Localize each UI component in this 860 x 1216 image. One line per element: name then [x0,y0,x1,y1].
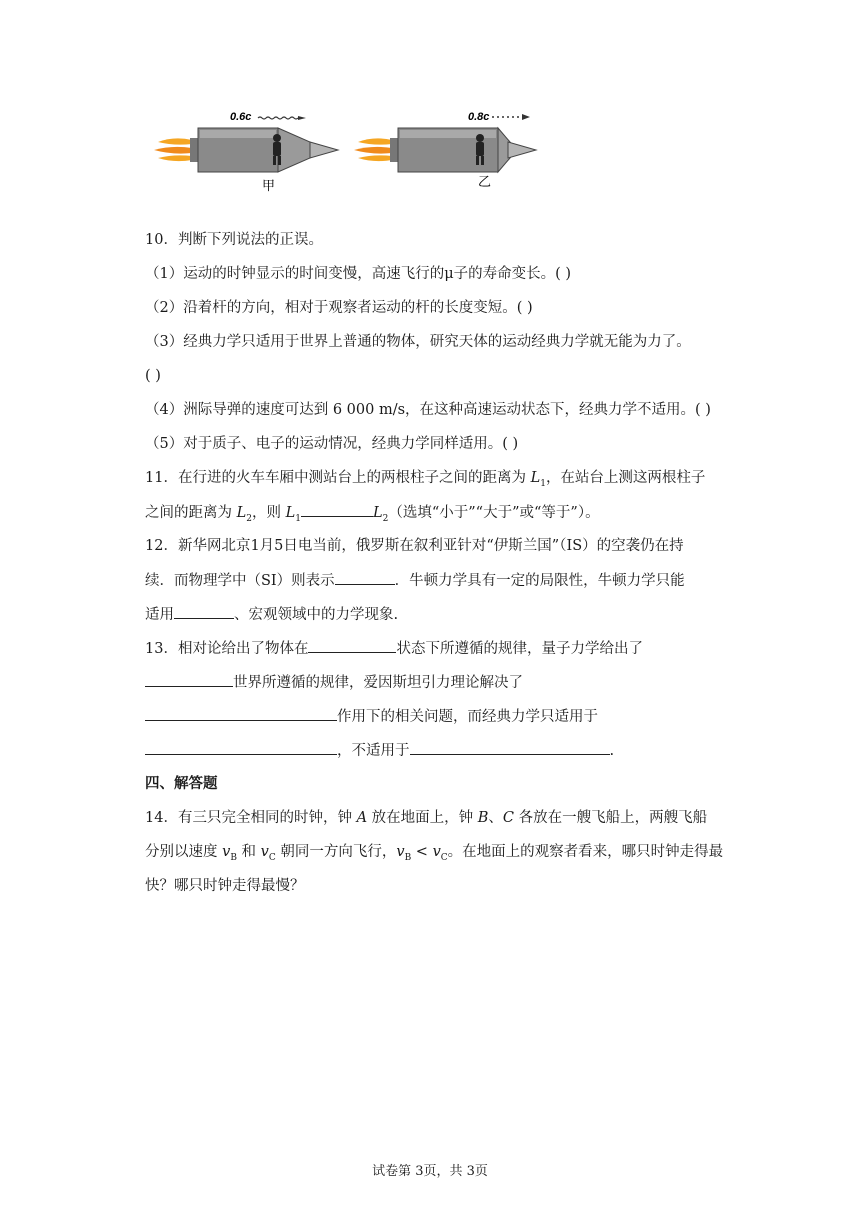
q12-blank-1[interactable] [335,570,395,585]
q14-text-1c: 各放在一艘飞船上，两艘飞船 [514,810,708,826]
q11-text-2b: ，则 [251,505,286,521]
q14-vC: v [260,844,269,860]
q14-cmp-vC-sub: C [440,852,448,863]
q12-text-3a: 适用 [145,607,174,623]
q11-answer-blank[interactable] [301,502,373,517]
q11-L1-b-sub: 1 [295,513,301,524]
q11-line-1 [145,468,705,494]
q13-text-4b: ，不适用于 [337,743,410,759]
q12-line-3 [145,604,398,625]
q10-stem: 10．判断下列说法的正误。 [145,232,323,248]
section-4-title: 四、解答题 [145,776,218,792]
speed-arrow-left-icon [258,117,298,119]
q11-L2-b-sub: 2 [382,513,389,524]
q13-text-1b: 状态下所遵循的规律，量子力学给出了 [396,641,643,657]
q14-text-2b: 朝同一方向飞行， [275,844,397,860]
q12-text-3b: 、宏观领域中的力学现象. [234,607,399,623]
rocket-label-right: 乙 [478,175,492,190]
q10-statement-3: （3）经典力学只适用于世界上普通的物体，研究天体的运动经典力学就无能为力了。 [145,334,691,350]
q13-blank-4[interactable] [145,740,337,755]
q14-sep: 、 [488,810,503,826]
q14-cmp-vB: v [396,844,405,860]
q11-L2: L [236,505,247,521]
q11-L2-sub: 2 [246,513,252,524]
q13-blank-3[interactable] [145,706,337,721]
q11-line-2 [145,502,600,529]
q13-blank-2[interactable] [145,672,233,687]
q14-cmp-vC: v [432,844,441,860]
q11-text-1b: ，在站台上测这两根柱子 [545,470,706,486]
q12-line-2 [145,570,685,591]
q14-text-1a: 14．有三只完全相同的时钟，钟 [145,810,357,826]
q14-clock-B: B [477,810,489,826]
q11-L1: L [530,470,541,486]
q13-blank-5[interactable] [410,740,610,755]
q14-text-1b: 放在地面上，钟 [367,810,478,826]
q11-L1-b: L [285,505,296,521]
q11-text-2a: 之间的距离为 [145,505,237,521]
q10-statement-5: （5）对于质子、电子的运动情况，经典力学同样适用。( ) [145,436,519,452]
rockets-figure [150,100,550,200]
q14-text-2c: 。在地面上的观察者看来，哪只时钟走得最 [447,844,724,860]
q14-line-3: 快？哪只时钟走得最慢？ [145,878,305,894]
speed-label-left: 0.6c [230,111,252,123]
q14-vB: v [222,844,231,860]
rocket-label-left: 甲 [262,179,276,194]
q12-text-2b: ．牛顿力学具有一定的局限性，牛顿力学只能 [394,573,685,589]
q12-blank-2[interactable] [174,604,234,619]
q14-cmp-vB-sub: B [404,852,412,863]
q14-clock-A: A [356,810,368,826]
q13-text-4c: . [609,743,615,759]
q10-statement-3-bracket: ( ) [145,368,161,384]
q13-line-4 [145,740,614,761]
q14-clock-C: C [502,810,515,826]
q11-L2-b: L [372,505,383,521]
q11-L1-sub: 1 [540,478,546,489]
q14-text-2a: 分别以速度 [145,844,223,860]
q12-text-2a: 续．而物理学中（SI）则表示 [145,573,335,589]
q13-line-1 [145,638,643,659]
q14-line-2 [145,842,723,868]
q13-text-3b: 作用下的相关问题，而经典力学只适用于 [337,709,598,725]
q14-line-1 [145,808,707,828]
page-footer: 试卷第 3页，共 3页 [372,1164,488,1179]
flame-left [154,138,192,161]
q10-statement-2: （2）沿着杆的方向，相对于观察者运动的杆的长度变短。( ) [145,300,533,316]
q12-line-1: 12．新华网北京1月5日电当前，俄罗斯在叙利亚针对“伊斯兰国”（IS）的空袭仍在持 [145,538,684,554]
rocket-left [154,116,338,172]
rocket-right [354,114,536,172]
q14-vC-sub: C [268,852,276,863]
speed-label-right: 0.8c [468,111,490,123]
q14-lt: < [411,844,433,860]
q14-vB-sub: B [230,852,237,863]
q13-blank-1[interactable] [308,638,396,653]
q11-text-1a: 11．在行进的火车车厢中测站台上的两根柱子之间的距离为 [145,470,531,486]
q13-line-2 [145,672,523,693]
flame-right [354,138,392,161]
q10-statement-1: （1）运动的时钟显示的时间变慢，高速飞行的μ子的寿命变长。( ) [145,266,572,282]
q10-statement-4: （4）洲际导弹的速度可达到 6 000 m/s，在这种高速运动状态下，经典力学不适用。( ) [145,402,711,418]
q13-line-3 [145,706,598,727]
q11-text-2c: （选填“小于”“大于”或“等于”）。 [388,505,600,521]
q13-text-1a: 13．相对论给出了物体在 [145,641,309,657]
q14-and: 和 [236,844,261,860]
q13-text-2b: 世界所遵循的规律，爱因斯坦引力理论解决了 [233,675,523,691]
